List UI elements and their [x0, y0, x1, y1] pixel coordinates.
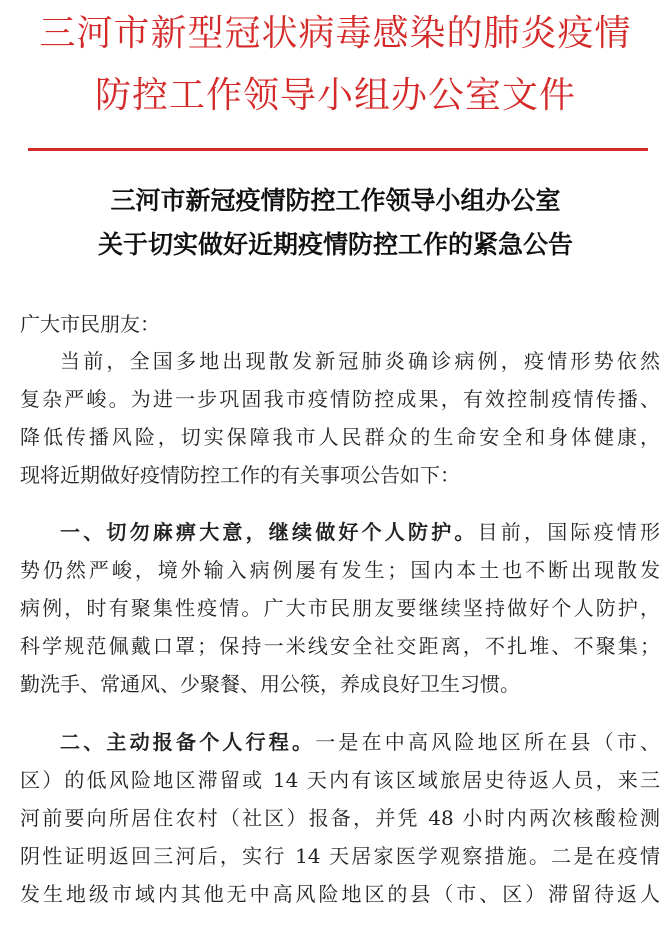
- paragraph-line: 当前，全国多地出现散发新冠肺炎确诊病例，疫情形势依然: [60, 349, 660, 373]
- document-title-line1: 三河市新冠疫情防控工作领导小组办公室: [110, 186, 561, 215]
- paragraph-line: 病例，时有聚集性疫情。广大市民朋友要继续坚持做好个人防护，: [20, 596, 660, 620]
- document-title-line2: 关于切实做好近期疫情防控工作的紧急公告: [97, 230, 573, 259]
- item1-first-line: [60, 518, 660, 546]
- paragraph-line: 勤洗手、常通风、少聚餐、用公筷，养成良好卫生习惯。: [20, 672, 520, 696]
- paragraph-line: 复杂严峻。为进一步巩固我市疫情防控成果，有效控制疫情传播、: [20, 387, 660, 411]
- paragraph-line: 阴性证明返回三河后，实行 14 天居家医学观察措施。二是在疫情: [20, 844, 660, 868]
- salutation: 广大市民朋友：: [20, 312, 160, 336]
- item2-heading: 二、主动报备个人行程。: [60, 730, 316, 754]
- red-divider-line: [28, 148, 648, 151]
- paragraph-line: 区）的低风险地区滞留或 14 天内有该区域旅居史待返人员，来三: [20, 768, 660, 792]
- header-title-line1: 三河市新型冠状病毒感染的肺炎疫情: [39, 13, 632, 54]
- item1-first-rest: 目前，国际疫情形: [477, 520, 661, 544]
- paragraph-line: 河前要向所居住农村（社区）报备，并凭 48 小时内两次核酸检测: [20, 806, 660, 830]
- item2-first-line: [60, 728, 660, 756]
- header-title-line2: 防控工作领导小组办公室文件: [94, 75, 576, 116]
- paragraph-line: 势仍然严峻，境外输入病例屡有发生；国内本土也不断出现散发: [20, 558, 660, 582]
- item1-heading: 一、切勿麻痹大意，继续做好个人防护。: [60, 520, 478, 544]
- item2-first-rest: 一是在中高风险地区所在县（市、: [315, 730, 661, 754]
- paragraph-line: 降低传播风险，切实保障我市人民群众的生命安全和身体健康，: [20, 425, 660, 449]
- paragraph-line: 发生地级市域内其他无中高风险地区的县（市、区）滞留待返人: [20, 882, 660, 906]
- paragraph-line: 现将近期做好疫情防控工作的有关事项公告如下：: [20, 463, 460, 487]
- paragraph-line: 科学规范佩戴口罩；保持一米线安全社交距离，不扎堆、不聚集；: [20, 634, 660, 658]
